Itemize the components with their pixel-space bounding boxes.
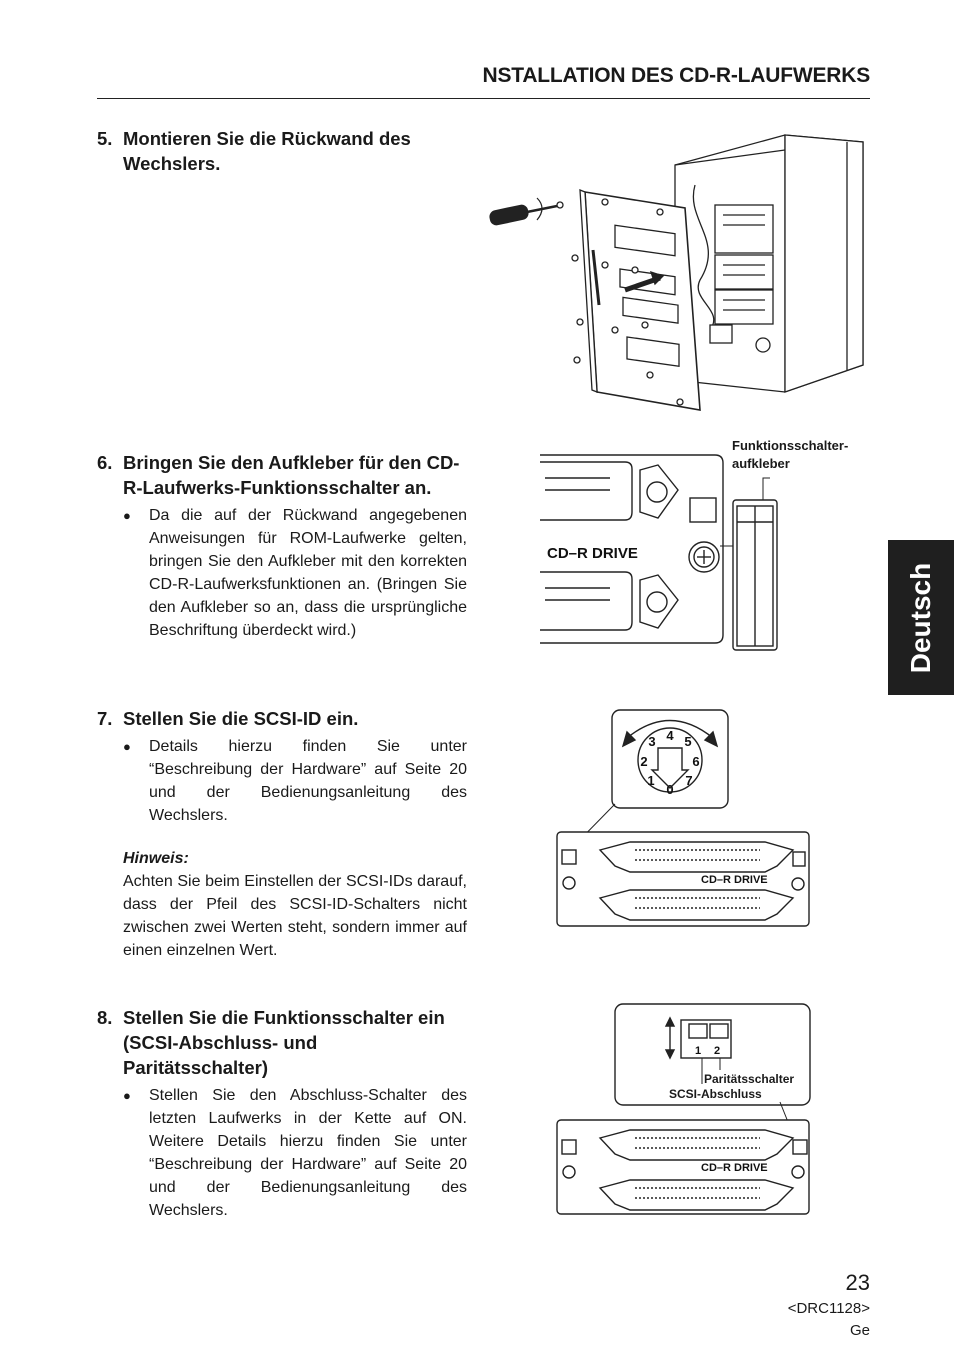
- step-7-heading: [97, 706, 467, 731]
- function-switch-illustration: [555, 1002, 813, 1217]
- step-7: [97, 706, 467, 962]
- dial-digit-0: 0: [666, 782, 674, 797]
- step-6-bullet-text: Da die auf der Rückwand angegebenen Anweisungen für ROM-Laufwerke gelten, bringen Sie den Aufkleber mit den korrekten CD-R-Laufwerksfunktionen an. (Bringen Sie den Aufkleber so an, dass die ursprüngliche Beschriftung überdeckt wird.): [149, 507, 467, 639]
- screwdriver-icon: [489, 198, 557, 226]
- bullet-icon: ●: [123, 739, 131, 754]
- bullet-icon: ●: [123, 1088, 131, 1103]
- language-tab: [888, 540, 954, 695]
- dial-digit-5: 5: [684, 734, 692, 749]
- page-header: [97, 62, 870, 99]
- dial-digit-6: 6: [692, 754, 700, 769]
- step-8-heading: [97, 1005, 467, 1080]
- document-code: [788, 1298, 870, 1342]
- termination-switch-label: SCSI-Abschluss: [669, 1087, 762, 1101]
- step-7-bullet: [123, 735, 467, 827]
- scsi-id-dial-illustration: [555, 708, 813, 928]
- step-8-number: 8.: [97, 1007, 113, 1028]
- step-7-title: Stellen Sie die SCSI-ID ein.: [123, 708, 359, 729]
- switch-number-1: 1: [694, 1045, 702, 1057]
- switch-number-2: 2: [713, 1045, 721, 1057]
- document-language-code: Ge: [849, 1322, 870, 1339]
- step-5-heading: [97, 126, 467, 176]
- step-6-bullet: [123, 504, 467, 642]
- step-5-title: Montieren Sie die Rückwand des Wechslers.: [123, 128, 411, 174]
- bullet-icon: ●: [123, 508, 131, 523]
- step-6-heading: [97, 450, 467, 500]
- page-number: 23: [845, 1270, 870, 1295]
- note-title: Hinweis:: [123, 850, 189, 867]
- step-8: [97, 1005, 467, 1222]
- dial-digit-3: 3: [648, 734, 656, 749]
- drive-label: CD–R DRIVE: [547, 545, 638, 562]
- sticker-label: [732, 437, 848, 473]
- step-6: [97, 450, 467, 642]
- dial-digit-4: 4: [666, 728, 674, 743]
- step-8-title: Stellen Sie die Funktionsschalter ein (SCSI-Abschluss- und Paritätsschalter): [123, 1007, 445, 1078]
- note-text: Achten Sie beim Einstellen der SCSI-IDs darauf, dass der Pfeil des SCSI-ID-Schalters nicht zwischen zwei Werten steht, sondern immer auf einen einzelnen Wert.: [123, 873, 467, 959]
- step-5: [97, 126, 467, 176]
- changer-back-panel-illustration: [485, 130, 875, 420]
- dial-digit-7: 7: [685, 773, 693, 788]
- sticker-panel-illustration: [540, 450, 875, 655]
- sticker-label-line2: aufkleber: [732, 456, 790, 471]
- dial-digit-1: 1: [647, 773, 655, 788]
- dial-digit-2: 2: [640, 754, 648, 769]
- document-code-id: <DRC1128>: [787, 1300, 870, 1317]
- sticker-label-line1: Funktionsschalter-: [732, 438, 849, 453]
- language-tab-label: Deutsch: [905, 562, 936, 673]
- step-6-number: 6.: [97, 452, 113, 473]
- drive-label-small: CD–R DRIVE: [701, 874, 768, 886]
- drive-label-small-2: CD–R DRIVE: [701, 1162, 768, 1174]
- step-7-bullet-text: Details hierzu finden Sie unter “Beschreibung der Hardware” auf Seite 20 und der Bedienungsanleitung des Wechslers.: [149, 738, 467, 824]
- step-8-bullet-text: Stellen Sie den Abschluss-Schalter des letzten Laufwerks in der Kette auf ON. Weitere Details hierzu finden Sie unter “Beschreibung der Hardware” auf Seite 20 und der Bedienungsanleitung des Wechslers.: [149, 1087, 467, 1219]
- parity-switch-label: Paritätsschalter: [704, 1072, 795, 1086]
- page-title: NSTALLATION DES CD-R-LAUFWERKS: [482, 64, 870, 87]
- step-8-bullet: [123, 1084, 467, 1222]
- step-7-number: 7.: [97, 708, 113, 729]
- step-6-title: Bringen Sie den Aufkleber für den CD-R-Laufwerks-Funktionsschalter an.: [123, 452, 460, 498]
- step-5-number: 5.: [97, 128, 113, 149]
